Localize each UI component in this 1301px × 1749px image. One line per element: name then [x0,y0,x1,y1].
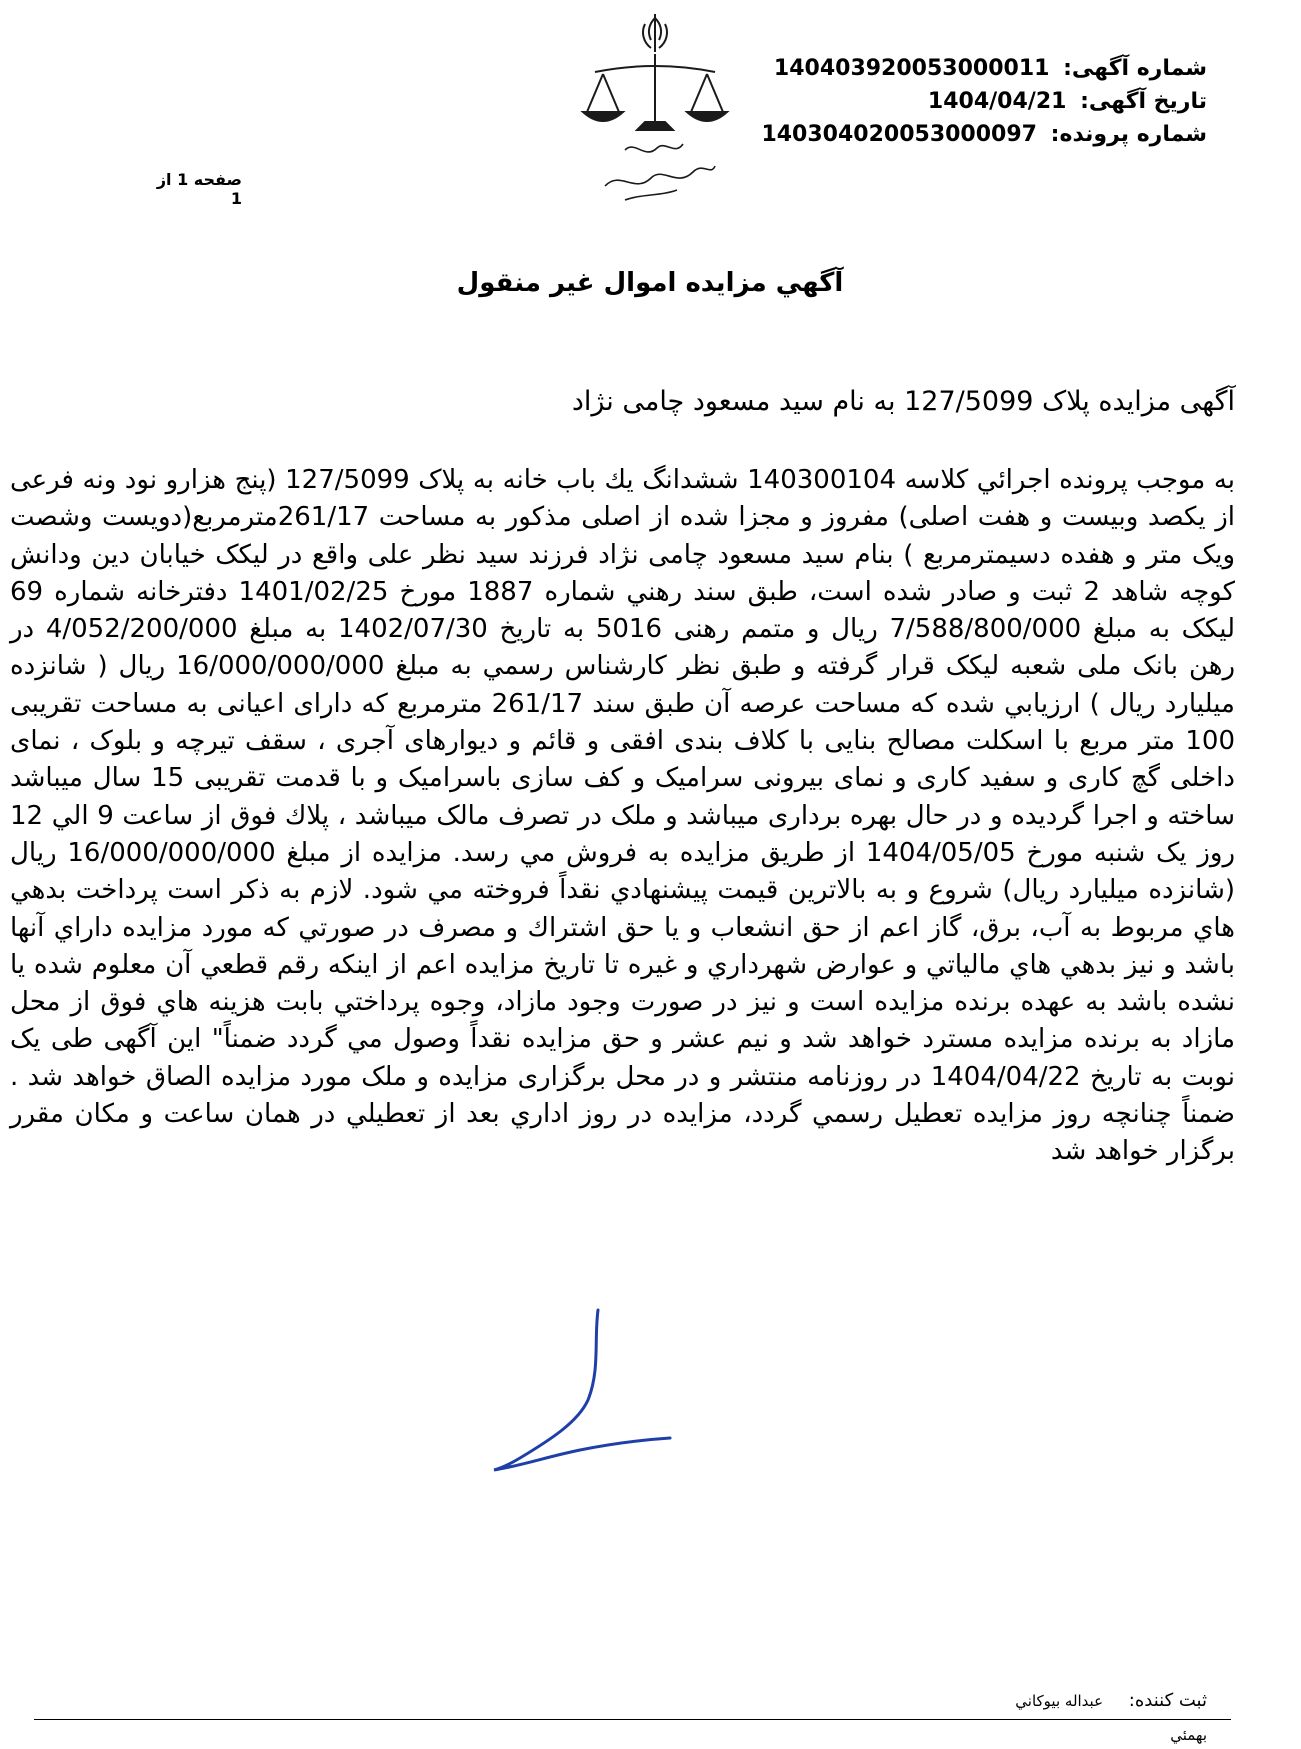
case-number-row [761,118,1207,151]
notice-date-label: تاریخ آگهی: [1080,89,1207,114]
notice-body: به موجب پرونده اجرائي كلاسه 140300104 ششدانگ يك باب خانه به پلاک 127/5099 (پنج هزارو نود ونه فرعی از یکصد وبیست و هفت اصلی) مفروز و مجزا شده از اصلی مذکور به مساحت 261/17مترمربع(دویست وشصت ویک متر و هفده دسیمترمربع ) بنام سید مسعود چامی نژاد فرزند سید نظر علی واقع در لیکک خیابان دین ودانش کوچه شاهد 2 ثبت و صادر شده است، طبق سند رهني شماره 1887 مورخ 1401/02/25 دفترخانه شماره 69 لیکک به مبلغ 7/588/800/000 ريال و متمم رهنی 5016 به تاریخ 1402/07/30 به مبلغ 4/052/200/000 در رهن بانک ملی شعبه لیکک قرار گرفته و طبق نظر كارشناس رسمي به مبلغ 16/000/000/000 ريال ( شانزده میلیارد ریال ) ارزيابي شده که مساحت عرصه آن طبق سند 261/17 مترمربع که دارای اعیانی به مساحت تقریبی 100 متر مربع با اسکلت مصالح بنایی با کلاف بندی افقی و قائم و دیوارهای آجری ، سقف تیرچه و بلوک ، نمای داخلی گچ کاری و سفید کاری و نمای بیرونی سرامیک و کف سازی باسرامیک و با قدمت تقریبی 15 سال میباشد ساخته و اجرا گردیده و در حال بهره برداری میباشد و ملک در تصرف مالک میباشد ، پلاك فوق از ساعت 9 الي 12 روز یک شنبه مورخ 1404/05/05 از طريق مزايده به فروش مي رسد. مزايده از مبلغ 16/000/000/000 ريال (شانزده میلیارد ریال) شروع و به بالاترين قيمت پيشنهادي نقداً فروخته مي شود. لازم به ذكر است پرداخت بدهي هاي مربوط به آب، برق، گاز اعم از حق انشعاب و يا حق اشتراك و مصرف در صورتي كه مورد مزايده داراي آنها باشد و نيز بدهي هاي مالياتي و عوارض شهرداري و غيره تا تاريخ مزايده اعم از اينكه رقم قطعي آن معلوم شده يا نشده باشد به عهده برنده مزايده است و نيز در صورت وجود مازاد، وجوه پرداختي بابت هزينه هاي فوق از محل مازاد به برنده مزايده مسترد خواهد شد و نیم عشر و حق مزایده نقداً وصول مي گردد ضمناً" اين آگهی طی یک نوبت به تاريخ 1404/04/22 در روزنامه منتشر و در محل برگزاری مزایده و ملک مورد مزایده الصاق خواهد شد . ضمناً چنانچه روز مزايده تعطيل رسمي گردد، مزايده در روز اداري بعد از تعطيلي در همان ساعت و مكان مقرر برگزار خواهد شد [10,465,1236,1167]
notice-number: 140403920053000011 [773,56,1050,81]
notice-date-row [787,85,1207,118]
registrar-name: عبداله بيوکاني [1015,1692,1104,1710]
footer-divider [34,1719,1231,1720]
footer-month: بهمئي [1170,1726,1207,1744]
signature-icon [480,1300,700,1480]
notice-subtitle: آگهی مزایده پلاک 127/5099 به نام سید مسعود چامی نژاد [571,386,1235,417]
page-title: آگهي مزايده اموال غير منقول [456,268,844,298]
case-number-label: شماره پرونده: [1050,122,1207,147]
notice-number-label: شماره آگهی: [1063,56,1207,81]
case-number: 140304020053000097 [761,122,1037,147]
judiciary-emblem-icon [565,10,745,225]
registrar-label: ثبت کننده: [1128,1690,1207,1711]
notice-number-row [773,52,1207,85]
page-indicator: صفحه 1 از 1 [156,170,242,208]
registrar-row [807,1690,1207,1711]
notice-meta [761,52,1207,151]
notice-date: 1404/04/21 [927,89,1067,114]
